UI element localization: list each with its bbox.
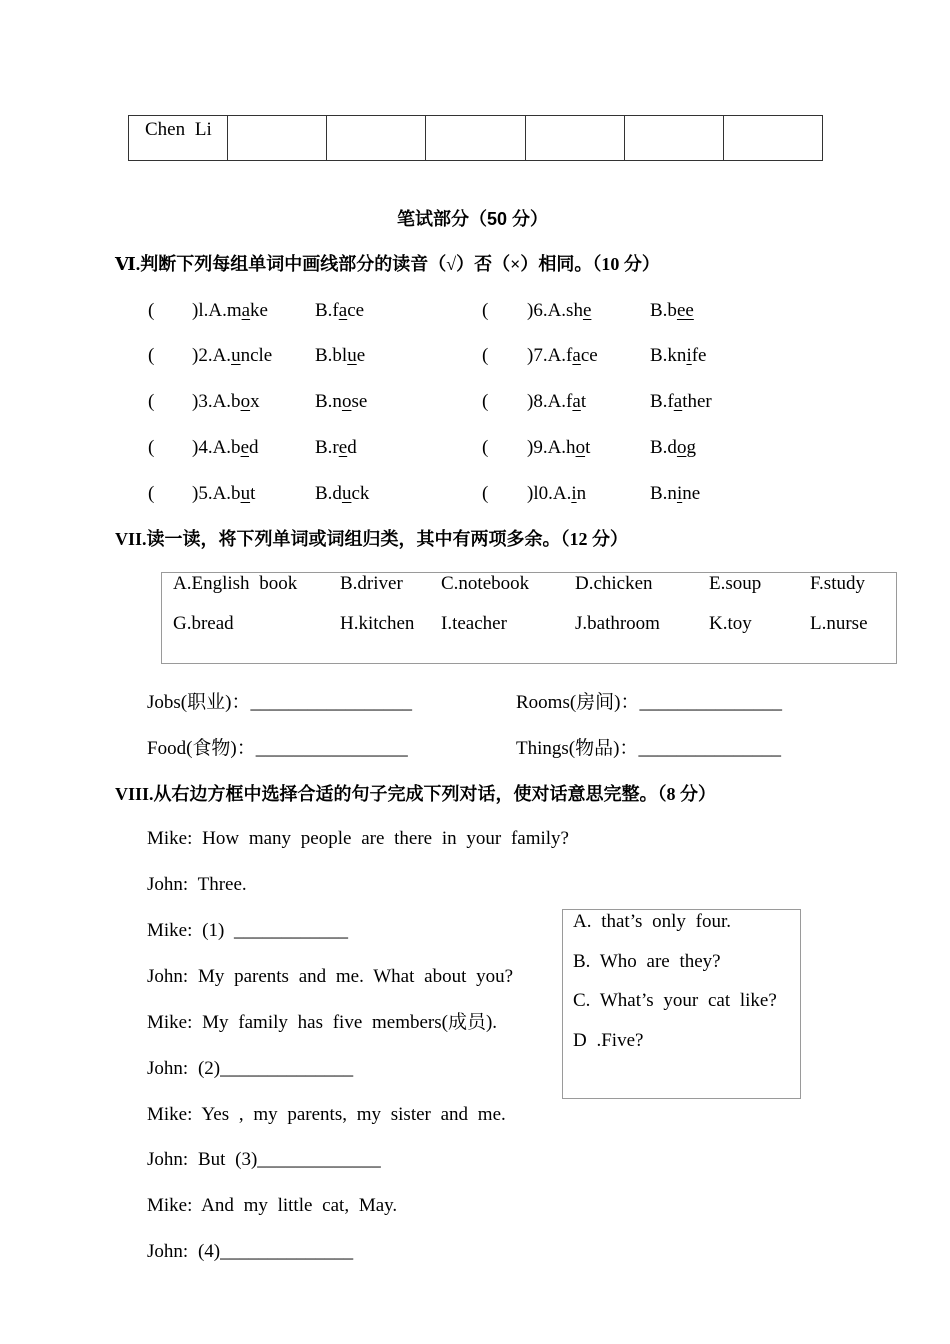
word-option: C.notebook [441,573,530,594]
underlined-letters: u [231,345,241,366]
speaker: John: [147,874,189,895]
answer-paren: ( [482,345,489,366]
category-label: Rooms(房间)： [516,692,640,713]
underlined-letters: u [347,345,357,366]
word-option: A.English book [173,573,298,594]
table-cell [624,116,723,161]
question-6-option-b [650,300,694,322]
option-text: ce [347,300,365,321]
option-text: )7.A.f [527,345,573,366]
option-text: fe [691,345,707,366]
question-1-option-b [315,300,364,322]
underlined-letters: o [575,437,586,458]
category-food [147,738,408,760]
word-option: J.bathroom [575,613,660,634]
word-option: E.soup [709,573,762,594]
underlined-letters: a [673,391,683,412]
dialogue-line-1 [147,828,569,850]
answer-paren: ( [148,345,155,366]
option-text: B.kn [650,345,687,366]
table-row [129,116,823,161]
category-jobs [147,692,412,714]
underlined-letters: a [572,345,581,366]
section-8-heading: VIII.从右边方框中选择合适的句子完成下列对话，使对话意思完整。（8 分） [115,784,717,804]
answer-paren: ( [482,300,489,321]
line-text: (4)______________ [197,1241,354,1262]
written-part-title: 笔试部分（50 分） [397,209,549,229]
speaker: John: [147,1241,189,1262]
option-text: ck [351,483,370,504]
choice-b: B. Who are they? [573,951,721,972]
question-row-3-8 [0,391,950,413]
underlined-letters: i [686,345,692,366]
category-label: Food(食物)： [147,738,256,759]
option-text: B.b [650,300,677,321]
underlined-letters: e [240,437,249,458]
category-rooms [516,692,782,714]
option-text: B.n [650,483,677,504]
speaker: John: [147,1058,189,1079]
question-row-5-10 [0,483,950,505]
option-text: ce [580,345,598,366]
question-8-option-b [650,391,712,413]
question-9-option-b [650,437,696,459]
option-text: B.n [315,391,342,412]
line-text: How many people are there in your family? [202,828,569,849]
speaker: Mike: [147,1104,193,1125]
option-text: B.f [315,300,339,321]
table-cell [426,116,525,161]
speaker: Mike: [147,1012,193,1033]
question-5-option-b [315,483,369,505]
underlined-letters: a [338,300,348,321]
category-label: Things(物品)： [516,738,639,759]
option-text: d [249,437,259,458]
question-10-option-a [527,483,586,505]
underlined-letters: o [676,437,687,458]
option-text: g [686,437,696,458]
word-option: B.driver [340,573,403,594]
option-text: )4.A.b [192,437,241,458]
question-2-option-b [315,345,365,367]
choice-c: C. What’s your cat like? [573,990,777,1011]
word-options-box [161,572,897,664]
underlined-letters: i [676,483,683,504]
underlined-letters: i [571,483,577,504]
table-cell [525,116,624,161]
answer-paren: ( [148,391,155,412]
dialogue-line-6 [147,1058,353,1080]
score-table [128,115,823,161]
question-7-option-a [527,345,598,367]
sentence-choices-box [562,909,801,1099]
dialogue-line-9 [147,1195,397,1217]
line-text: (1) ____________ [202,920,349,941]
option-text: d [347,437,357,458]
speaker: Mike: [147,1195,193,1216]
answer-paren: ( [482,483,489,504]
option-text: e [356,345,366,366]
underlined-letters: o [240,391,251,412]
answer-blank: ________________ [255,738,408,759]
speaker: John: [147,1149,189,1170]
option-text: )9.A.h [527,437,576,458]
dialogue-line-7 [147,1104,506,1126]
choice-a: A. that’s only four. [573,911,732,932]
option-text: ncle [240,345,273,366]
section-6-heading: Ⅵ.判断下列每组单词中画线部分的读音（√）否（×）相同。（10 分） [115,254,660,274]
line-text: And my little cat, May. [201,1195,398,1216]
table-cell-name: Chen Li [129,116,228,161]
underlined-letters: e [338,437,348,458]
dialogue-line-4 [147,966,513,988]
question-6-option-a [527,300,591,322]
question-1-option-a [192,300,268,322]
dialogue-line-3 [147,920,348,942]
option-text: ne [682,483,701,504]
dialogue-line-2 [147,874,247,896]
table-cell [723,116,822,161]
word-option: D.chicken [575,573,653,594]
dialogue-line-10 [147,1241,353,1263]
underlined-letters: e [582,300,592,321]
line-text: Yes , my parents, my sister and me. [201,1104,506,1125]
choice-d: D .Five? [573,1030,644,1051]
question-3-option-a [192,391,260,413]
dialogue-line-5 [147,1012,497,1034]
option-text: ke [250,300,268,321]
option-text: B.f [650,391,674,412]
category-label: Jobs(职业)： [147,692,251,713]
speaker: Mike: [147,920,193,941]
underlined-letters: o [341,391,352,412]
underlined-letters: ee [676,300,694,321]
line-text: (2)______________ [197,1058,354,1079]
underlined-letters: a [241,300,251,321]
line-text: But (3)_____________ [197,1149,381,1170]
word-option: L.nurse [810,613,868,634]
option-text: )2.A. [192,345,232,366]
question-7-option-b [650,345,706,367]
option-text: B.bl [315,345,348,366]
answer-blank: _______________ [638,738,781,759]
answer-paren: ( [148,483,155,504]
table-cell [228,116,327,161]
option-text: n [576,483,587,504]
option-text: B.r [315,437,339,458]
option-text: t [585,437,591,458]
question-row-4-9 [0,437,950,459]
option-text: t [250,483,256,504]
option-text: B.d [315,483,342,504]
option-text: )l.A.m [192,300,242,321]
category-things [516,738,781,760]
word-option: F.study [810,573,865,594]
word-option: H.kitchen [340,613,415,634]
option-text: )6.A.sh [527,300,583,321]
option-text: x [250,391,260,412]
underlined-letters: a [572,391,581,412]
word-option: I.teacher [441,613,507,634]
option-text: se [351,391,368,412]
option-text: ther [682,391,712,412]
line-text: My family has five members(成员). [202,1012,498,1033]
option-text: )8.A.f [527,391,573,412]
table-cell [327,116,426,161]
answer-blank: _________________ [250,692,412,713]
answer-paren: ( [482,437,489,458]
question-3-option-b [315,391,367,413]
answer-paren: ( [148,300,155,321]
section-7-heading: VII.读一读，将下列单词或词组归类，其中有两项多余。（12 分） [115,529,629,549]
option-text: )3.A.b [192,391,241,412]
question-4-option-a [192,437,259,459]
speaker: Mike: [147,828,193,849]
question-8-option-a [527,391,586,413]
answer-paren: ( [482,391,489,412]
option-text: B.d [650,437,677,458]
word-option: G.bread [173,613,234,634]
question-row-2-7 [0,345,950,367]
question-4-option-b [315,437,357,459]
question-5-option-a [192,483,255,505]
option-text: )l0.A. [527,483,572,504]
option-text: t [580,391,587,412]
answer-blank: _______________ [639,692,783,713]
dialogue-line-8 [147,1149,381,1171]
question-2-option-a [192,345,272,367]
option-text: )5.A.b [192,483,241,504]
question-10-option-b [650,483,700,505]
line-text: Three. [197,874,247,895]
underlined-letters: u [341,483,352,504]
speaker: John: [147,966,189,987]
line-text: My parents and me. What about you? [197,966,514,987]
question-row-1-6 [0,300,950,322]
answer-paren: ( [148,437,155,458]
word-option: K.toy [709,613,752,634]
underlined-letters: u [240,483,251,504]
question-9-option-a [527,437,590,459]
